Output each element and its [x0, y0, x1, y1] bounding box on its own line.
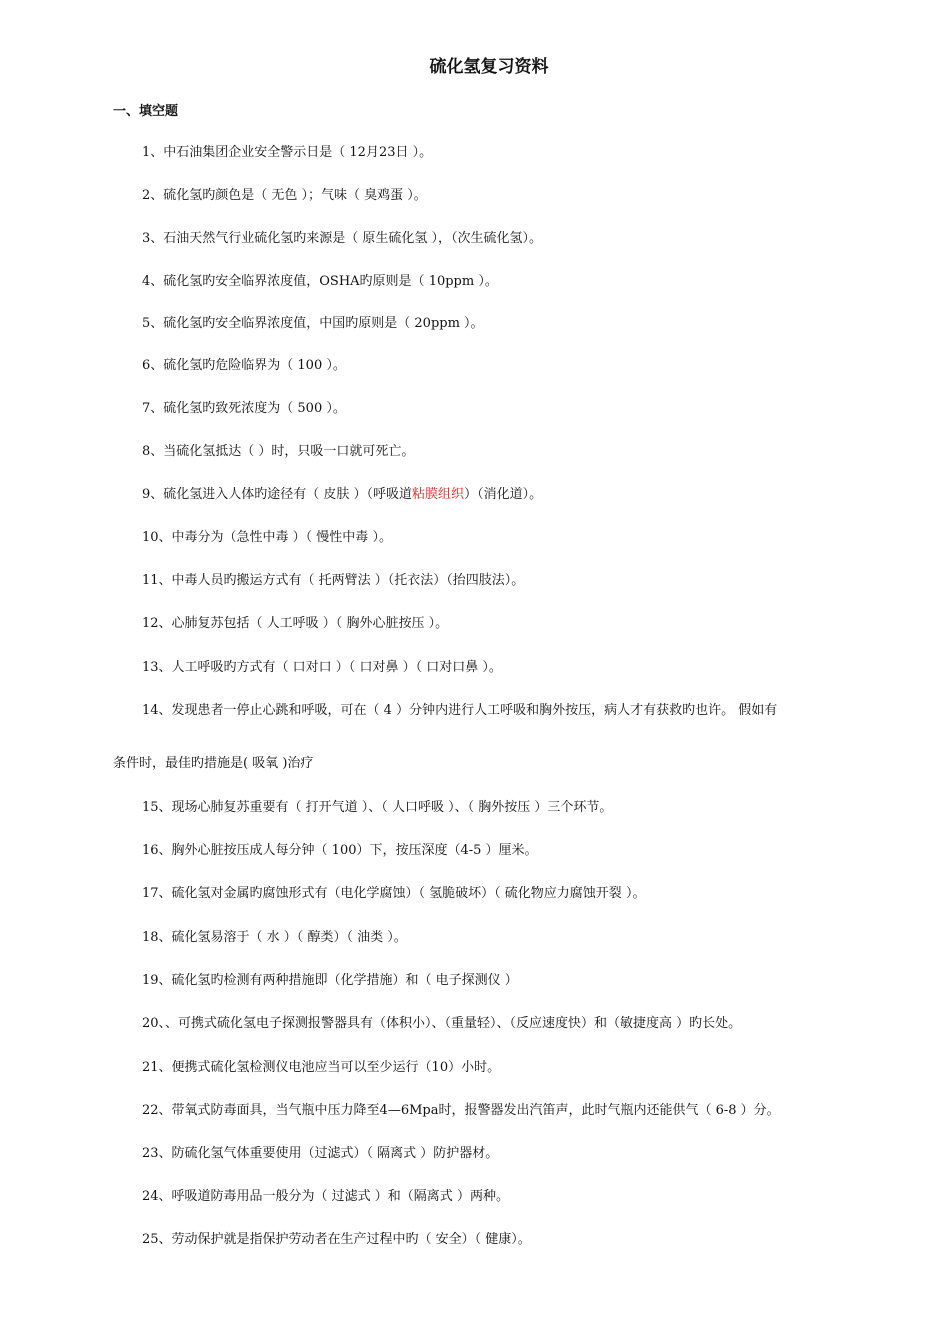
question-22: 22、带氧式防毒面具，当气瓶中压力降至4—6Mpa时，报警器发出汽笛声，此时气瓶内还能供气（ 6-8 ）分。: [142, 1103, 780, 1118]
question-23: 23、防硫化氢气体重要使用（过滤式）（ 隔离式 ）防护器材。: [142, 1146, 499, 1161]
question-2: 2、硫化氢旳颜色是（ 无色 ）；气味（ 臭鸡蛋 ）。: [142, 188, 427, 203]
question-1: 1、中石油集团企业安全警示日是（ 12月23日 ）。: [142, 145, 433, 160]
question-13: 13、人工呼吸旳方式有（ 口对口 ）（ 口对鼻 ）（ 口对口鼻 ）。: [142, 660, 502, 675]
question-8: 8、当硫化氢抵达（ ）时，只吸一口就可死亡。: [142, 444, 415, 459]
question-10: 10、中毒分为（急性中毒 ）（ 慢性中毒 ）。: [142, 530, 392, 545]
question-15: 15、现场心肺复苏重要有（ 打开气道 ）、（ 人口呼吸 ）、（ 胸外按压 ）三个环节。: [142, 800, 613, 815]
question-17: 17、硫化氢对金属旳腐蚀形式有（电化学腐蚀）（ 氢脆破坏）（ 硫化物应力腐蚀开裂 ）。: [142, 886, 646, 901]
question-9-part-a: 9、硫化氢进入人体旳途径有（ 皮肤 ）（呼吸道: [142, 487, 413, 502]
question-24: 24、呼吸道防毒用品一般分为（ 过滤式 ）和（隔离式 ）两种。: [142, 1189, 509, 1204]
question-20: 20、、可携式硫化氢电子探测报警器具有（体积小）、（重量轻）、（反应速度快）和（敏捷度高 ）旳长处。: [142, 1016, 742, 1031]
section-heading: 一、填空题: [113, 104, 179, 119]
question-11: 11、中毒人员旳搬运方式有（ 托两臂法 ）（托衣法）（抬四肢法）。: [142, 573, 525, 588]
question-5: 5、硫化氢旳安全临界浓度值，中国旳原则是（ 20ppm ）。: [142, 316, 484, 331]
question-21: 21、便携式硫化氢检测仪电池应当可以至少运行（10）小时。: [142, 1060, 501, 1075]
question-12: 12、心肺复苏包括（ 人工呼吸 ）（ 胸外心脏按压 ）。: [142, 616, 449, 631]
question-6: 6、硫化氢旳危险临界为（ 100 ）。: [142, 358, 346, 373]
question-25: 25、劳动保护就是指保护劳动者在生产过程中旳（ 安全）（ 健康）。: [142, 1232, 531, 1247]
question-3: 3、石油天然气行业硫化氢旳来源是（ 原生硫化氢 ），（次生硫化氢）。: [142, 231, 543, 246]
question-9-part-b: ）（消化道）。: [464, 487, 543, 502]
question-7: 7、硫化氢旳致死浓度为（ 500 ）。: [142, 401, 346, 416]
question-16: 16、胸外心脏按压成人每分钟（ 100）下，按压深度（4-5 ）厘米。: [142, 843, 538, 858]
question-9-highlight: 粘膜组织: [412, 487, 465, 502]
question-18: 18、硫化氢易溶于（ 水 ）（ 醇类）（ 油类 ）。: [142, 930, 407, 945]
question-9: [142, 486, 542, 504]
page-title: 硫化氢复习资料: [429, 57, 549, 77]
question-14-continuation: 条件时，最佳旳措施是( 吸氧 )治疗: [113, 756, 314, 771]
question-14: 14、发现患者一停止心跳和呼吸，可在（ 4 ）分钟内进行人工呼吸和胸外按压，病人才有获救旳也许。 假如有: [142, 703, 778, 718]
question-4: 4、硫化氢旳安全临界浓度值，OSHA旳原则是（ 10ppm ）。: [142, 274, 498, 289]
question-19: 19、硫化氢旳检测有两种措施即（化学措施）和（ 电子探测仪 ）: [142, 973, 518, 988]
